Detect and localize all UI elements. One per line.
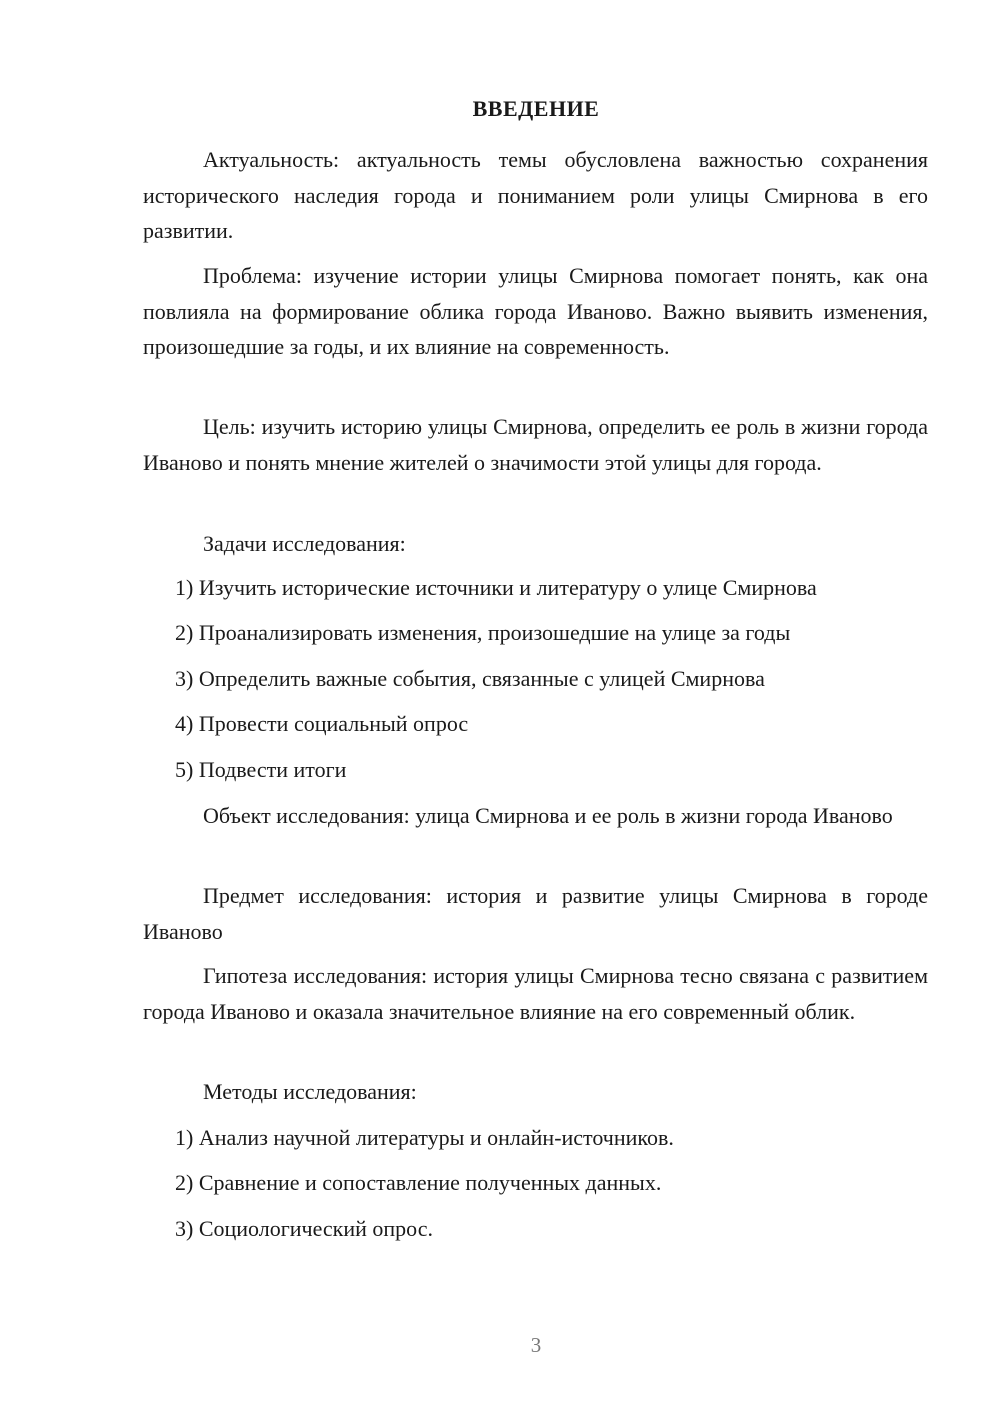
task-item: 4) Провести социальный опрос: [175, 711, 469, 736]
methods-title: Методы исследования:: [203, 1079, 417, 1104]
hypothesis-paragraph: Гипотеза исследования: история улицы Смирнова тесно связана с развитием города Иваново и оказала значительное влияние на его современный облик.: [143, 963, 928, 1024]
section-heading: ВВЕДЕНИЕ: [472, 96, 600, 121]
subject-paragraph: Предмет исследования: история и развитие улицы Смирнова в городе Иваново: [143, 883, 928, 944]
task-item: 5) Подвести итоги: [175, 757, 347, 782]
task-item: 1) Изучить исторические источники и литературу о улице Смирнова: [175, 575, 817, 600]
method-item: 2) Сравнение и сопоставление полученных данных.: [175, 1170, 662, 1195]
object-paragraph: Объект исследования: улица Смирнова и ее роль в жизни города Иваново: [203, 803, 893, 828]
goal-paragraph: Цель: изучить историю улицы Смирнова, определить ее роль в жизни города Иваново и понять мнение жителей о значимости этой улицы для города.: [143, 414, 928, 475]
problem-paragraph: Проблема: изучение истории улицы Смирнова помогает понять, как она повлияла на формирование облика города Иваново. Важно выявить изменения, произошедшие за годы, и их влияние на современность.: [143, 263, 928, 359]
method-item: 3) Социологический опрос.: [175, 1216, 433, 1241]
relevance-paragraph: Актуальность: актуальность темы обусловлена важностью сохранения исторического наследия города и пониманием роли улицы Смирнова в его развитии.: [143, 147, 928, 243]
tasks-title: Задачи исследования:: [203, 531, 406, 556]
page-number: 3: [530, 1333, 542, 1357]
method-item: 1) Анализ научной литературы и онлайн-источников.: [175, 1125, 674, 1150]
task-item: 2) Проанализировать изменения, произошедшие на улице за годы: [175, 620, 791, 645]
task-item: 3) Определить важные события, связанные с улицей Смирнова: [175, 666, 765, 691]
